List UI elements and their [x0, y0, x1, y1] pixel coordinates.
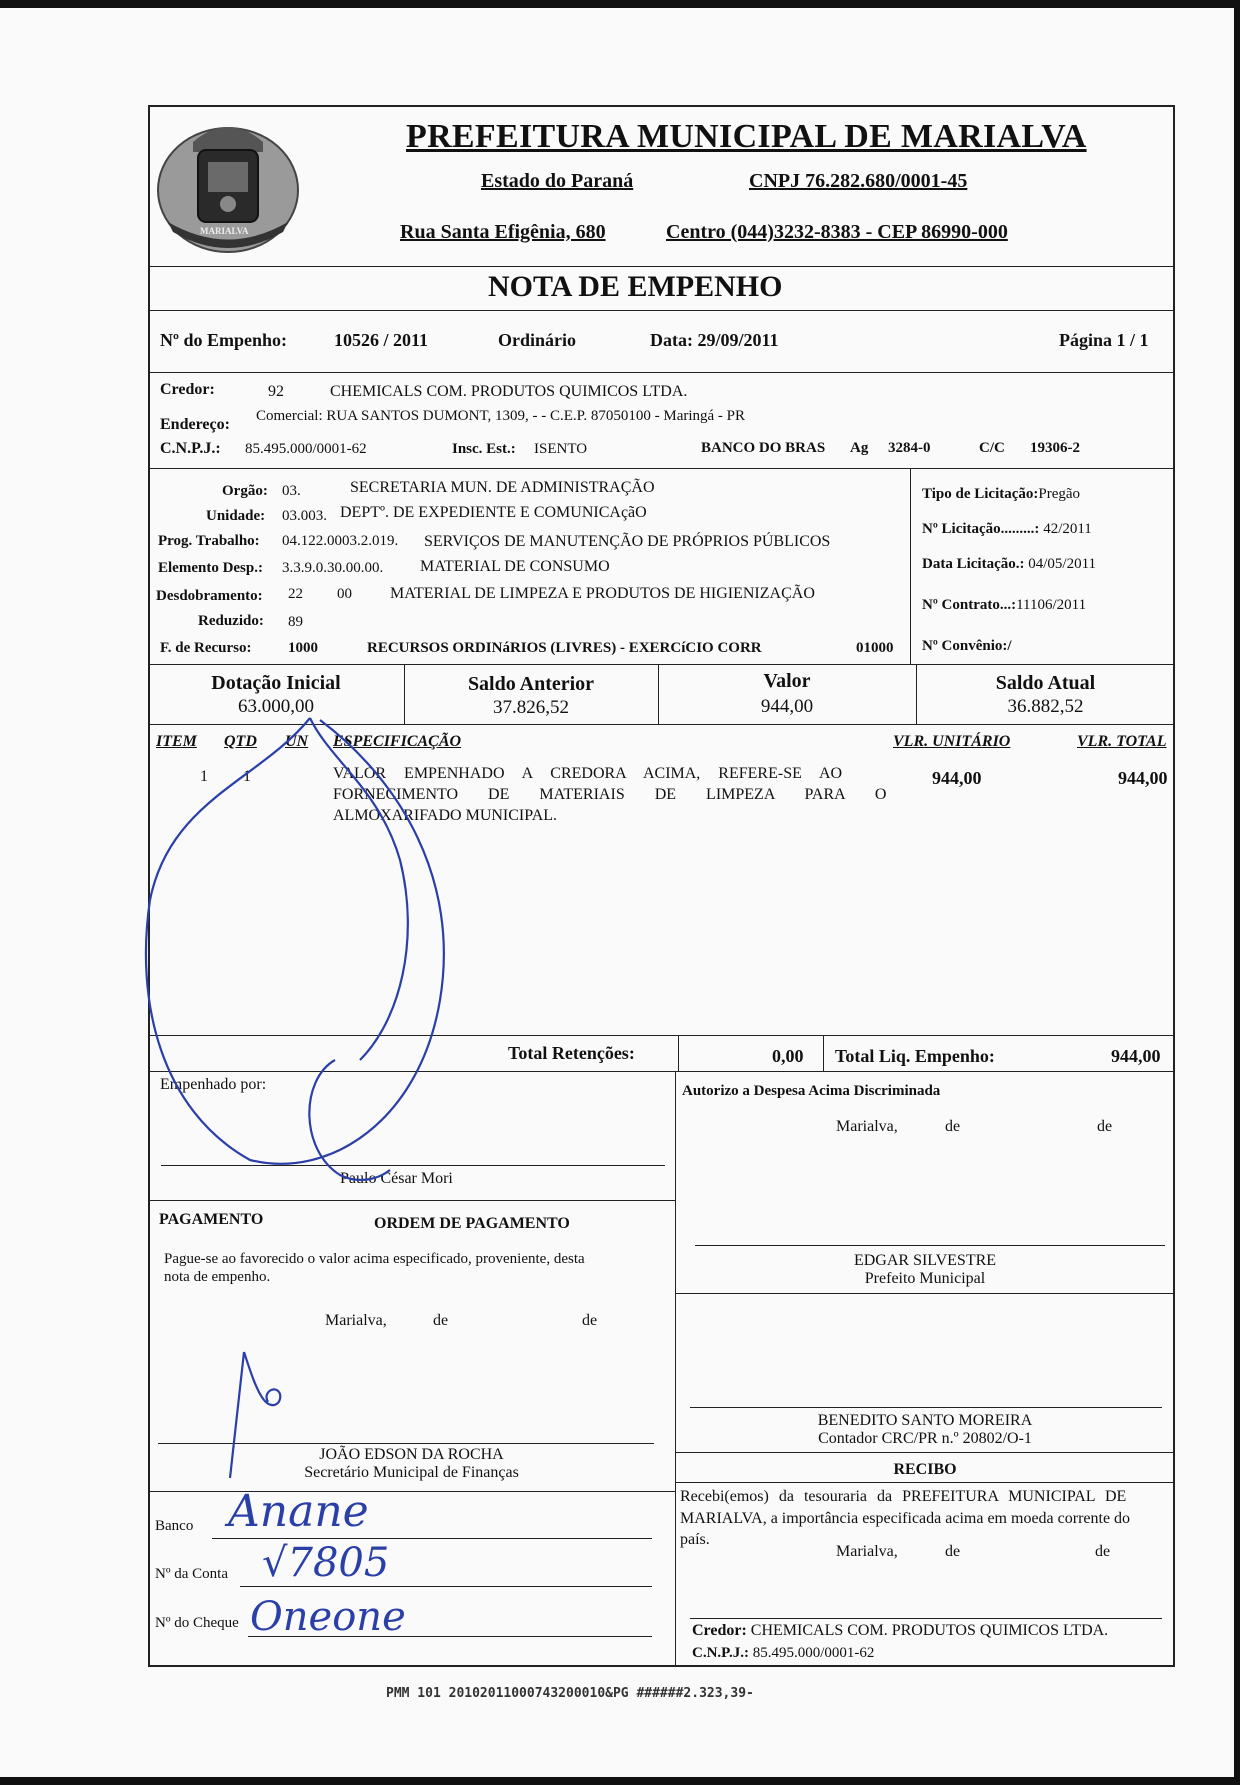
prefeito-name: EDGAR SILVESTRE: [853, 1252, 997, 1269]
autorizo-label: Autorizo a Despesa Acima Discriminada: [682, 1083, 941, 1099]
header-address: Rua Santa Efigênia, 680: [400, 221, 606, 243]
recibo-credor: Credor: CHEMICALS COM. PRODUTOS QUIMICOS LTDA.: [692, 1622, 1109, 1639]
empenho-page: Página 1 / 1: [1059, 330, 1149, 350]
header-cnpj: CNPJ 76.282.680/0001-45: [749, 170, 968, 192]
prog-code: 04.122.0003.2.019.: [282, 533, 399, 549]
creditor-name: CHEMICALS COM. PRODUTOS QUIMICOS LTDA.: [330, 383, 688, 400]
item-spec-line1: VALOR EMPENHADO A CREDORA ACIMA, REFERE-SE AO: [333, 765, 843, 782]
empenhado-label: Empenhado por:: [160, 1076, 267, 1093]
secretario-role: Secretário Municipal de Finanças: [304, 1464, 519, 1481]
bank-name: BANCO DO BRAS: [701, 440, 826, 456]
saldo-atual-value: 36.882,52: [1007, 696, 1084, 717]
pagamento-city: Marialva,: [325, 1312, 387, 1329]
valor-value: 944,00: [760, 696, 814, 717]
header-contact: Centro (044)3232-8383 - CEP 86990-000: [666, 221, 1008, 243]
pagamento-label: PAGAMENTO: [159, 1211, 264, 1228]
header-title: PREFEITURA MUNICIPAL DE MARIALVA: [406, 118, 1087, 155]
recibo-de1: de: [945, 1543, 961, 1560]
licitacao-number: Nº Licitação.........: 42/2011: [922, 521, 1092, 537]
pagamento-text-line2: nota de empenho.: [164, 1269, 271, 1285]
cheque-handwritten: Oneone: [250, 1594, 406, 1640]
dotacao-value: 63.000,00: [238, 696, 314, 717]
prog-value: SERVIÇOS DE MANUTENÇÃO DE PRÓPRIOS PÚBLICOS: [424, 533, 831, 550]
cheque-label: Nº do Cheque: [155, 1615, 239, 1631]
pagamento-text-line1: Pague-se ao favorecido o valor acima especificado, proveniente, desta: [164, 1251, 585, 1267]
insc-value: ISENTO: [534, 441, 588, 457]
desdobramento-code: 22: [288, 586, 303, 602]
retencoes-value: 0,00: [772, 1046, 804, 1066]
creditor-code: 92: [268, 383, 284, 400]
valor-label: Valor: [763, 670, 811, 692]
empenho-number-label: Nº do Empenho:: [160, 330, 287, 350]
elemento-value: MATERIAL DE CONSUMO: [420, 558, 610, 575]
empenho-date: Data: 29/09/2011: [650, 330, 779, 350]
item-spec-line3: ALMOXARIFADO MUNICIPAL.: [333, 807, 558, 824]
doc-title: NOTA DE EMPENHO: [488, 270, 783, 303]
liquido-label: Total Liq. Empenho:: [835, 1046, 995, 1066]
insc-label: Insc. Est.:: [452, 441, 516, 457]
cnpj-label: C.N.P.J.:: [160, 440, 221, 457]
empenhado-name: Paulo César Mori: [340, 1170, 453, 1187]
item-total-value: 944,00: [1118, 768, 1168, 788]
coat-of-arms-text: MARIALVA: [200, 226, 249, 236]
saldo-anterior-value: 37.826,52: [493, 697, 569, 718]
convenio-number: Nº Convênio:/: [922, 638, 1012, 654]
recibo-city: Marialva,: [836, 1543, 898, 1560]
banco-handwritten: Anane: [228, 1486, 369, 1537]
conta-handwritten: √7805: [262, 1540, 390, 1586]
contador-role: Contador CRC/PR n.º 20802/O-1: [818, 1430, 1032, 1447]
recurso-code: 1000: [288, 640, 318, 656]
bank-cc-label: C/C: [979, 440, 1005, 456]
conta-label: Nº da Conta: [155, 1566, 228, 1582]
desdobramento-sub: 00: [337, 586, 352, 602]
address-label: Endereço:: [160, 416, 230, 433]
contrato-number: Nº Contrato...:11106/2011: [922, 597, 1087, 613]
reduzido-label: Reduzido:: [198, 613, 264, 629]
recurso-number: 01000: [856, 640, 894, 656]
autorizo-de2: de: [1097, 1118, 1113, 1135]
recibo-de2: de: [1095, 1543, 1111, 1560]
header-state: Estado do Paraná: [481, 170, 634, 192]
item-number: 1: [200, 768, 208, 785]
col-spec: ESPECIFICAÇÃO: [333, 733, 462, 750]
prog-label: Prog. Trabalho:: [158, 533, 260, 549]
bank-cc: 19306-2: [1030, 440, 1080, 456]
ordem-pagamento-label: ORDEM DE PAGAMENTO: [374, 1215, 570, 1232]
item-unit-value: 944,00: [932, 768, 982, 788]
orgao-label: Orgão:: [222, 483, 268, 499]
elemento-label: Elemento Desp.:: [158, 560, 263, 576]
desdobramento-value: MATERIAL DE LIMPEZA E PRODUTOS DE HIGIENIZAÇÃO: [390, 585, 815, 602]
orgao-code: 03.: [282, 483, 301, 499]
prefeito-role: Prefeito Municipal: [864, 1270, 986, 1287]
bank-ag-label: Ag: [850, 440, 869, 456]
pagamento-de2: de: [582, 1312, 598, 1329]
recibo-title: RECIBO: [893, 1461, 957, 1478]
retencoes-label: Total Retenções:: [508, 1043, 635, 1063]
unidade-code: 03.003.: [282, 508, 327, 524]
liquido-value: 944,00: [1111, 1046, 1161, 1066]
item-spec-line2: FORNECIMENTO DE MATERIAIS DE LIMPEZA PARA O: [333, 786, 887, 803]
col-total-value: VLR. TOTAL: [1077, 733, 1167, 750]
orgao-value: SECRETARIA MUN. DE ADMINISTRAÇÃO: [350, 479, 655, 496]
secretario-name: JOÃO EDSON DA ROCHA: [319, 1446, 504, 1463]
creditor-address: Comercial: RUA SANTOS DUMONT, 1309, - - C.E.P. 87050100 - Maringá - PR: [256, 408, 746, 424]
licitacao-date: Data Licitação.: 04/05/2011: [922, 556, 1097, 572]
empenho-type: Ordinário: [498, 330, 577, 350]
footer-code: PMM 101 20102011000743200010&PG ######2.323,39-: [386, 1686, 754, 1701]
col-unit-value: VLR. UNITÁRIO: [893, 733, 1011, 750]
col-qtd: QTD: [224, 733, 257, 750]
unidade-value: DEPTº. DE EXPEDIENTE E COMUNICAçãO: [340, 504, 647, 521]
autorizo-city: Marialva,: [836, 1118, 898, 1135]
recibo-text-line3: país.: [680, 1531, 710, 1548]
recurso-label: F. de Recurso:: [160, 640, 252, 656]
unidade-label: Unidade:: [206, 508, 266, 524]
dotacao-label: Dotação Inicial: [211, 672, 341, 694]
contador-name: BENEDITO SANTO MOREIRA: [817, 1412, 1033, 1429]
saldo-atual-label: Saldo Atual: [995, 672, 1096, 694]
banco-label: Banco: [155, 1518, 194, 1534]
bank-ag: 3284-0: [888, 440, 931, 456]
recurso-value: RECURSOS ORDINáRIOS (LIVRES) - EXERCíCIO CORR: [367, 640, 762, 656]
elemento-code: 3.3.9.0.30.00.00.: [282, 560, 384, 576]
creditor-cnpj: 85.495.000/0001-62: [245, 441, 367, 457]
pagamento-de1: de: [433, 1312, 449, 1329]
empenho-number: 10526 / 2011: [334, 330, 429, 350]
autorizo-de1: de: [945, 1118, 961, 1135]
recibo-text-line1: Recebi(emos) da tesouraria da PREFEITURA MUNICIPAL DE: [680, 1488, 1127, 1505]
item-qty: 1: [243, 768, 251, 785]
recibo-cnpj: C.N.P.J.: 85.495.000/0001-62: [692, 1645, 875, 1661]
col-item: ITEM: [156, 733, 197, 750]
saldo-anterior-label: Saldo Anterior: [467, 673, 595, 695]
reduzido-value: 89: [288, 614, 303, 630]
desdobramento-label: Desdobramento:: [156, 588, 263, 604]
recibo-text-line2: MARIALVA, a importância especificada acima em moeda corrente do: [680, 1510, 1131, 1527]
licitacao-type: Tipo de Licitação:Pregão: [922, 486, 1081, 502]
col-un: UN: [285, 733, 309, 750]
creditor-label: Credor:: [160, 381, 215, 398]
